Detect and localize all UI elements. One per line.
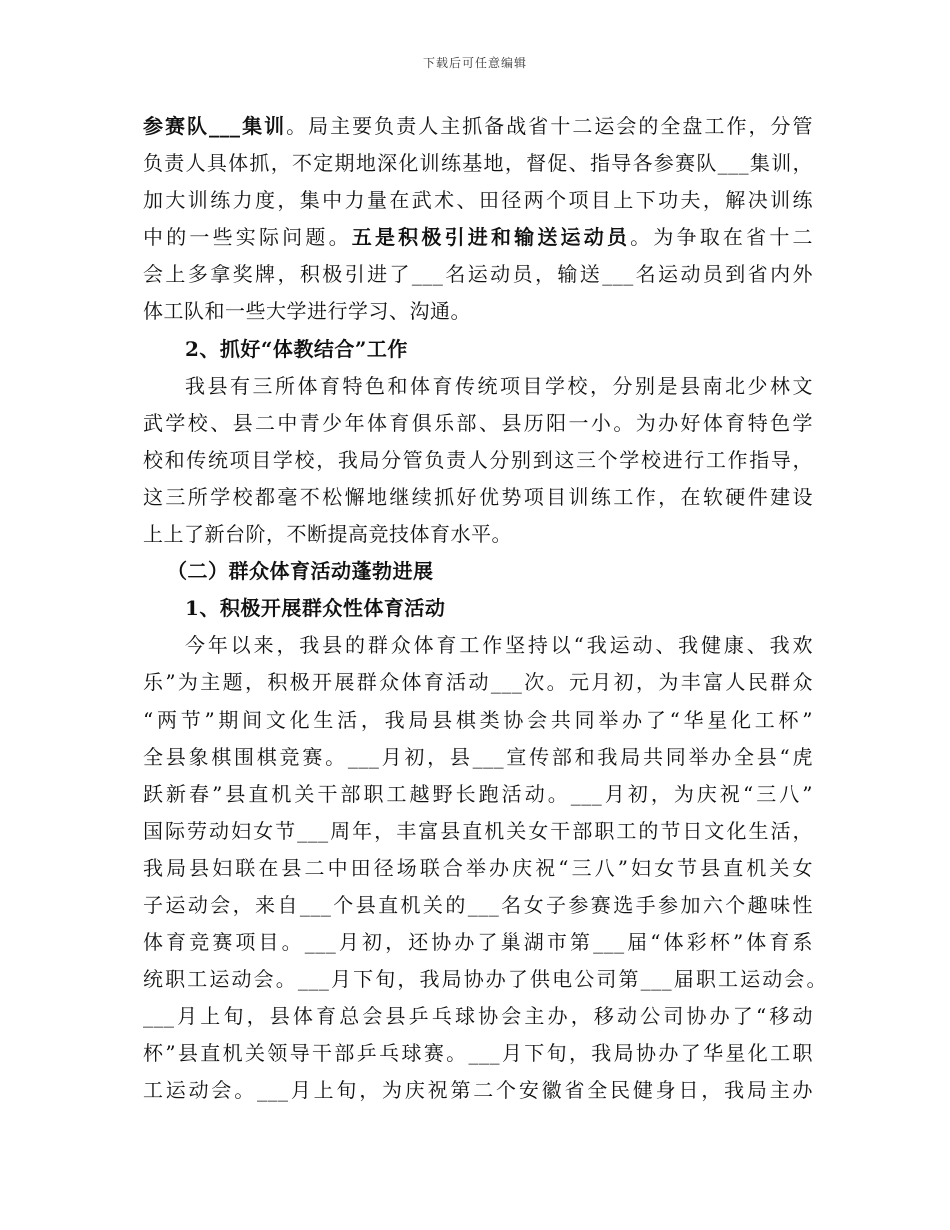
page-header: 下载后可任意编辑 (422, 56, 527, 70)
paragraph-line: 负责人具体抓，不定期地深化训练基地，督促、指导各参赛队___集训， (143, 151, 813, 176)
bold-phrase: 五是积极引进和输送运动员 (351, 225, 631, 250)
paragraph-line: 今年以来，我县的群众体育工作坚持以“我运动、我健康、我欢 (185, 633, 813, 658)
paragraph-line: 跃新春”县直机关干部职工越野长跑活动。___月初，为庆祝“三八” (143, 781, 813, 806)
paragraph-line: 乐”为主题，积极开展群众体育活动___次。元月初，为丰富人民群众 (143, 670, 813, 695)
paragraph-line: 校和传统项目学校，我局分管负责人分别到这三个学校进行工作指导， (143, 447, 813, 472)
paragraph-line: 国际劳动妇女节___周年，丰富县直机关女干部职工的节日文化生活， (143, 818, 813, 843)
section-heading: 2、抓好“体教结合”工作 (185, 336, 408, 361)
paragraph-line: 工运动会。___月上旬，为庆祝第二个安徽省全民健身日，我局主办 (143, 1078, 813, 1103)
document-body (143, 108, 827, 1110)
paragraph-line: 这三所学校都毫不松懈地继续抓好优势项目训练工作，在软硬件建设 (143, 484, 813, 509)
paragraph-line: 我局县妇联在县二中田径场联合举办庆祝“三八”妇女节县直机关女 (143, 855, 813, 880)
paragraph-line (143, 219, 813, 256)
section-heading: （二）群众体育活动蓬勃进展 (167, 559, 434, 584)
paragraph-line: 子运动会，来自___个县直机关的___名女子参赛选手参加六个趣味性 (143, 892, 813, 917)
bold-phrase: 参赛队___集训 (143, 114, 287, 138)
paragraph-line: ___月上旬，县体育总会县乒乓球协会主办，移动公司协办了“移动 (143, 1004, 813, 1029)
paragraph-line: 体育竞赛项目。___月初，还协办了巢湖市第___届“体彩杯”体育系 (143, 930, 813, 955)
paragraph-line: 上上了新台阶，不断提高竞技体育水平。 (143, 522, 512, 547)
paragraph-line (143, 108, 813, 145)
paragraph-line: 全县象棋围棋竞赛。___月初，县___宣传部和我局共同举办全县“虎 (143, 744, 813, 769)
paragraph-line: 体工队和一些大学进行学习、沟通。 (143, 299, 471, 324)
paragraph-line: 会上多拿奖牌，积极引进了___名运动员，输送___名运动员到省内外 (143, 262, 813, 287)
paragraph-line: 加大训练力度，集中力量在武术、田径两个项目上下功夫，解决训练 (143, 188, 813, 213)
paragraph-line: 杯”县直机关领导干部乒乓球赛。___月下旬，我局协办了华星化工职 (143, 1041, 813, 1066)
text-segment: 中的一些实际问题。 (143, 225, 352, 250)
paragraph-line: “两节”期间文化生活，我局县棋类协会共同举办了“华星化工杯” (143, 707, 813, 732)
paragraph-line: 武学校、县二中青少年体育俱乐部、县历阳一小。为办好体育特色学 (143, 410, 813, 435)
paragraph-line: 统职工运动会。___月下旬，我局协办了供电公司第___届职工运动会。 (143, 967, 827, 992)
paragraph-line: 我县有三所体育特色和体育传统项目学校，分别是县南北少林文 (185, 373, 813, 398)
section-heading: 1、积极开展群众性体育活动 (185, 596, 446, 621)
text-segment: 。局主要负责人主抓备战省十二运会的全盘工作，分管 (286, 114, 814, 138)
text-segment: 。为争取在省十二 (630, 225, 814, 250)
